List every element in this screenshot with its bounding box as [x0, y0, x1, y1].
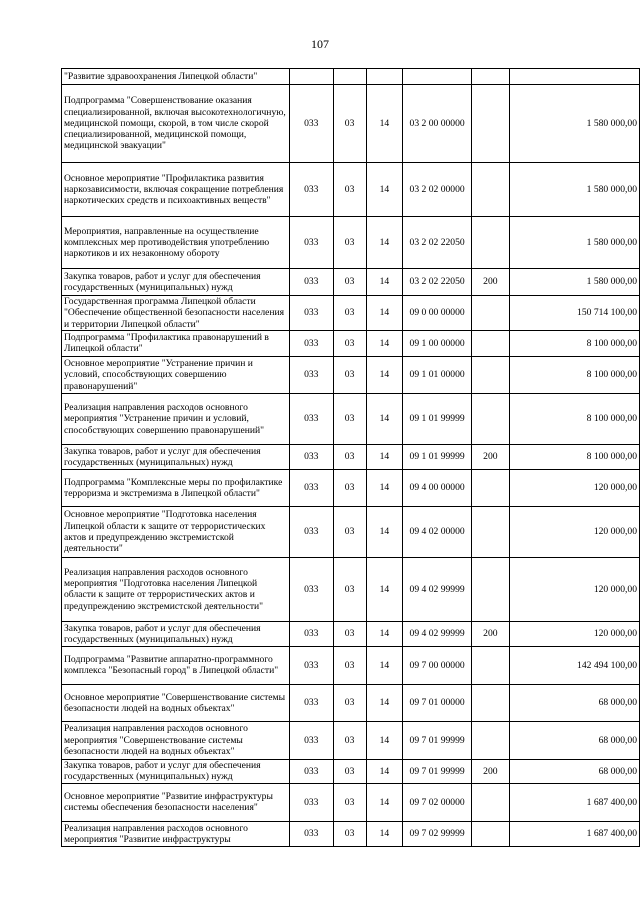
cell-name: Реализация направления расходов основного мероприятия "Устранение причин и условий, способствующих совершению правонарушений" — [62, 393, 290, 444]
cell-subsection: 14 — [366, 85, 403, 163]
cell-section: 03 — [333, 444, 366, 469]
cell-section: 03 — [333, 393, 366, 444]
cell-subsection — [366, 69, 403, 85]
cell-subsection: 14 — [366, 821, 403, 846]
cell-expense-type — [471, 296, 509, 331]
table-row — [62, 330, 640, 356]
cell-ministry: 033 — [289, 330, 333, 356]
cell-subsection: 14 — [366, 684, 403, 721]
table-row — [62, 759, 640, 783]
cell-ministry: 033 — [289, 821, 333, 846]
table-row — [62, 85, 640, 163]
cell-ministry: 033 — [289, 759, 333, 783]
cell-subsection: 14 — [366, 469, 403, 506]
cell-section: 03 — [333, 163, 366, 217]
cell-name: Основное мероприятие "Устранение причин и условий, способствующих совершению правонарушений" — [62, 356, 290, 393]
cell-section: 03 — [333, 783, 366, 821]
cell-amount: 68 000,00 — [509, 759, 639, 783]
cell-amount: 120 000,00 — [509, 469, 639, 506]
cell-amount: 1 687 400,00 — [509, 783, 639, 821]
cell-amount: 68 000,00 — [509, 721, 639, 759]
cell-name: Реализация направления расходов основного мероприятия "Подготовка населения Липецкой области к защите от террористических актов и предупреждению экстремистской деятельности" — [62, 557, 290, 621]
cell-target-article: 03 2 00 00000 — [403, 85, 472, 163]
cell-amount: 8 100 000,00 — [509, 330, 639, 356]
cell-subsection: 14 — [366, 759, 403, 783]
cell-expense-type: 200 — [471, 444, 509, 469]
cell-amount: 120 000,00 — [509, 557, 639, 621]
cell-subsection: 14 — [366, 356, 403, 393]
cell-expense-type — [471, 684, 509, 721]
cell-ministry: 033 — [289, 646, 333, 684]
table-row — [62, 646, 640, 684]
cell-ministry: 033 — [289, 393, 333, 444]
cell-target-article: 09 1 01 00000 — [403, 356, 472, 393]
cell-subsection: 14 — [366, 721, 403, 759]
cell-target-article: 09 1 00 00000 — [403, 330, 472, 356]
cell-name: Основное мероприятие "Развитие инфраструктуры системы обеспечения безопасности населения" — [62, 783, 290, 821]
cell-section: 03 — [333, 330, 366, 356]
cell-name: Подпрограмма "Комплексные меры по профилактике терроризма и экстремизма в Липецкой области" — [62, 469, 290, 506]
cell-ministry: 033 — [289, 444, 333, 469]
cell-ministry: 033 — [289, 721, 333, 759]
cell-expense-type: 200 — [471, 269, 509, 296]
table-row — [62, 783, 640, 821]
cell-ministry: 033 — [289, 356, 333, 393]
cell-subsection: 14 — [366, 393, 403, 444]
cell-ministry: 033 — [289, 85, 333, 163]
cell-section: 03 — [333, 469, 366, 506]
cell-section — [333, 69, 366, 85]
table-row — [62, 469, 640, 506]
cell-amount: 1 580 000,00 — [509, 85, 639, 163]
cell-name: Подпрограмма "Совершенствование оказания специализированной, включая высокотехнологичную, медицинской помощи, скорой, в том числе скорой специализированной, медицинской помощи, медицинской эвакуации" — [62, 85, 290, 163]
cell-section: 03 — [333, 759, 366, 783]
cell-expense-type — [471, 393, 509, 444]
cell-section: 03 — [333, 217, 366, 269]
cell-target-article: 09 1 01 99999 — [403, 444, 472, 469]
cell-target-article: 09 1 01 99999 — [403, 393, 472, 444]
cell-amount: 120 000,00 — [509, 506, 639, 557]
cell-target-article: 09 7 01 00000 — [403, 684, 472, 721]
cell-amount: 8 100 000,00 — [509, 356, 639, 393]
table-row — [62, 721, 640, 759]
cell-amount: 8 100 000,00 — [509, 444, 639, 469]
cell-subsection: 14 — [366, 217, 403, 269]
cell-expense-type: 200 — [471, 621, 509, 646]
cell-name: Закупка товаров, работ и услуг для обеспечения государственных (муниципальных) нужд — [62, 621, 290, 646]
table-row — [62, 557, 640, 621]
cell-ministry: 033 — [289, 557, 333, 621]
cell-target-article: 03 2 02 00000 — [403, 163, 472, 217]
cell-subsection: 14 — [366, 783, 403, 821]
cell-name: Закупка товаров, работ и услуг для обеспечения государственных (муниципальных) нужд — [62, 759, 290, 783]
cell-target-article: 09 7 01 99999 — [403, 759, 472, 783]
cell-section: 03 — [333, 356, 366, 393]
cell-expense-type — [471, 646, 509, 684]
table-row — [62, 69, 640, 85]
cell-name: Государственная программа Липецкой области "Обеспечение общественной безопасности населения и территории Липецкой области" — [62, 296, 290, 331]
cell-name: "Развитие здравоохранения Липецкой области" — [62, 69, 290, 85]
cell-expense-type — [471, 163, 509, 217]
cell-ministry: 033 — [289, 269, 333, 296]
cell-subsection: 14 — [366, 163, 403, 217]
budget-table — [61, 68, 640, 847]
cell-target-article: 09 4 02 00000 — [403, 506, 472, 557]
cell-subsection: 14 — [366, 330, 403, 356]
cell-target-article: 09 7 00 00000 — [403, 646, 472, 684]
cell-target-article: 09 7 01 99999 — [403, 721, 472, 759]
cell-ministry — [289, 69, 333, 85]
cell-amount: 8 100 000,00 — [509, 393, 639, 444]
cell-ministry: 033 — [289, 296, 333, 331]
cell-section: 03 — [333, 646, 366, 684]
table-row — [62, 163, 640, 217]
cell-target-article: 03 2 02 22050 — [403, 269, 472, 296]
cell-expense-type — [471, 69, 509, 85]
table-row — [62, 506, 640, 557]
cell-expense-type — [471, 506, 509, 557]
cell-subsection: 14 — [366, 646, 403, 684]
cell-expense-type — [471, 217, 509, 269]
cell-expense-type — [471, 721, 509, 759]
cell-target-article: 09 4 00 00000 — [403, 469, 472, 506]
cell-subsection: 14 — [366, 296, 403, 331]
table-row — [62, 621, 640, 646]
cell-section: 03 — [333, 621, 366, 646]
cell-amount: 1 580 000,00 — [509, 163, 639, 217]
cell-subsection: 14 — [366, 557, 403, 621]
cell-amount: 120 000,00 — [509, 621, 639, 646]
cell-target-article: 09 0 00 00000 — [403, 296, 472, 331]
table-row — [62, 393, 640, 444]
cell-amount: 68 000,00 — [509, 684, 639, 721]
cell-amount: 1 580 000,00 — [509, 269, 639, 296]
cell-section: 03 — [333, 85, 366, 163]
cell-ministry: 033 — [289, 163, 333, 217]
cell-name: Мероприятия, направленные на осуществление комплексных мер противодействия употреблению наркотиков и их незаконному обороту — [62, 217, 290, 269]
cell-target-article: 09 4 02 99999 — [403, 557, 472, 621]
cell-amount: 1 580 000,00 — [509, 217, 639, 269]
table-row — [62, 356, 640, 393]
table-body — [62, 69, 640, 847]
cell-name: Основное мероприятие "Профилактика развития наркозависимости, включая сокращение потребления наркотических средств и психоактивных веществ" — [62, 163, 290, 217]
cell-name: Реализация направления расходов основного мероприятия "Развитие инфраструктуры — [62, 821, 290, 846]
cell-name: Подпрограмма "Развитие аппаратно-программного комплекса "Безопасный город" в Липецкой области" — [62, 646, 290, 684]
table-row — [62, 217, 640, 269]
cell-subsection: 14 — [366, 506, 403, 557]
cell-section: 03 — [333, 557, 366, 621]
cell-expense-type — [471, 85, 509, 163]
cell-subsection: 14 — [366, 621, 403, 646]
cell-expense-type — [471, 557, 509, 621]
table-row — [62, 296, 640, 331]
cell-expense-type — [471, 356, 509, 393]
cell-expense-type — [471, 821, 509, 846]
cell-expense-type — [471, 783, 509, 821]
cell-section: 03 — [333, 721, 366, 759]
cell-section: 03 — [333, 269, 366, 296]
cell-ministry: 033 — [289, 684, 333, 721]
cell-amount: 150 714 100,00 — [509, 296, 639, 331]
cell-ministry: 033 — [289, 469, 333, 506]
cell-amount: 1 687 400,00 — [509, 821, 639, 846]
cell-target-article: 09 4 02 99999 — [403, 621, 472, 646]
cell-name: Основное мероприятие "Совершенствование системы безопасности людей на водных объектах" — [62, 684, 290, 721]
cell-ministry: 033 — [289, 506, 333, 557]
cell-section: 03 — [333, 684, 366, 721]
cell-expense-type — [471, 469, 509, 506]
table-row — [62, 821, 640, 846]
cell-name: Подпрограмма "Профилактика правонарушений в Липецкой области" — [62, 330, 290, 356]
cell-section: 03 — [333, 506, 366, 557]
table-row — [62, 444, 640, 469]
cell-name: Реализация направления расходов основного мероприятия "Совершенствование системы безопасности людей на водных объектах" — [62, 721, 290, 759]
cell-subsection: 14 — [366, 444, 403, 469]
cell-name: Основное мероприятие "Подготовка населения Липецкой области к защите от террористических актов и предупреждению экстремистской деятельности" — [62, 506, 290, 557]
page-number: 107 — [311, 37, 329, 51]
cell-section: 03 — [333, 821, 366, 846]
cell-target-article: 09 7 02 99999 — [403, 821, 472, 846]
cell-amount — [509, 69, 639, 85]
cell-target-article: 03 2 02 22050 — [403, 217, 472, 269]
cell-ministry: 033 — [289, 621, 333, 646]
cell-ministry: 033 — [289, 783, 333, 821]
table-row — [62, 684, 640, 721]
cell-target-article: 09 7 02 00000 — [403, 783, 472, 821]
table-row — [62, 269, 640, 296]
cell-ministry: 033 — [289, 217, 333, 269]
cell-target-article — [403, 69, 472, 85]
cell-amount: 142 494 100,00 — [509, 646, 639, 684]
cell-name: Закупка товаров, работ и услуг для обеспечения государственных (муниципальных) нужд — [62, 444, 290, 469]
cell-expense-type: 200 — [471, 759, 509, 783]
cell-subsection: 14 — [366, 269, 403, 296]
cell-section: 03 — [333, 296, 366, 331]
cell-expense-type — [471, 330, 509, 356]
cell-name: Закупка товаров, работ и услуг для обеспечения государственных (муниципальных) нужд — [62, 269, 290, 296]
